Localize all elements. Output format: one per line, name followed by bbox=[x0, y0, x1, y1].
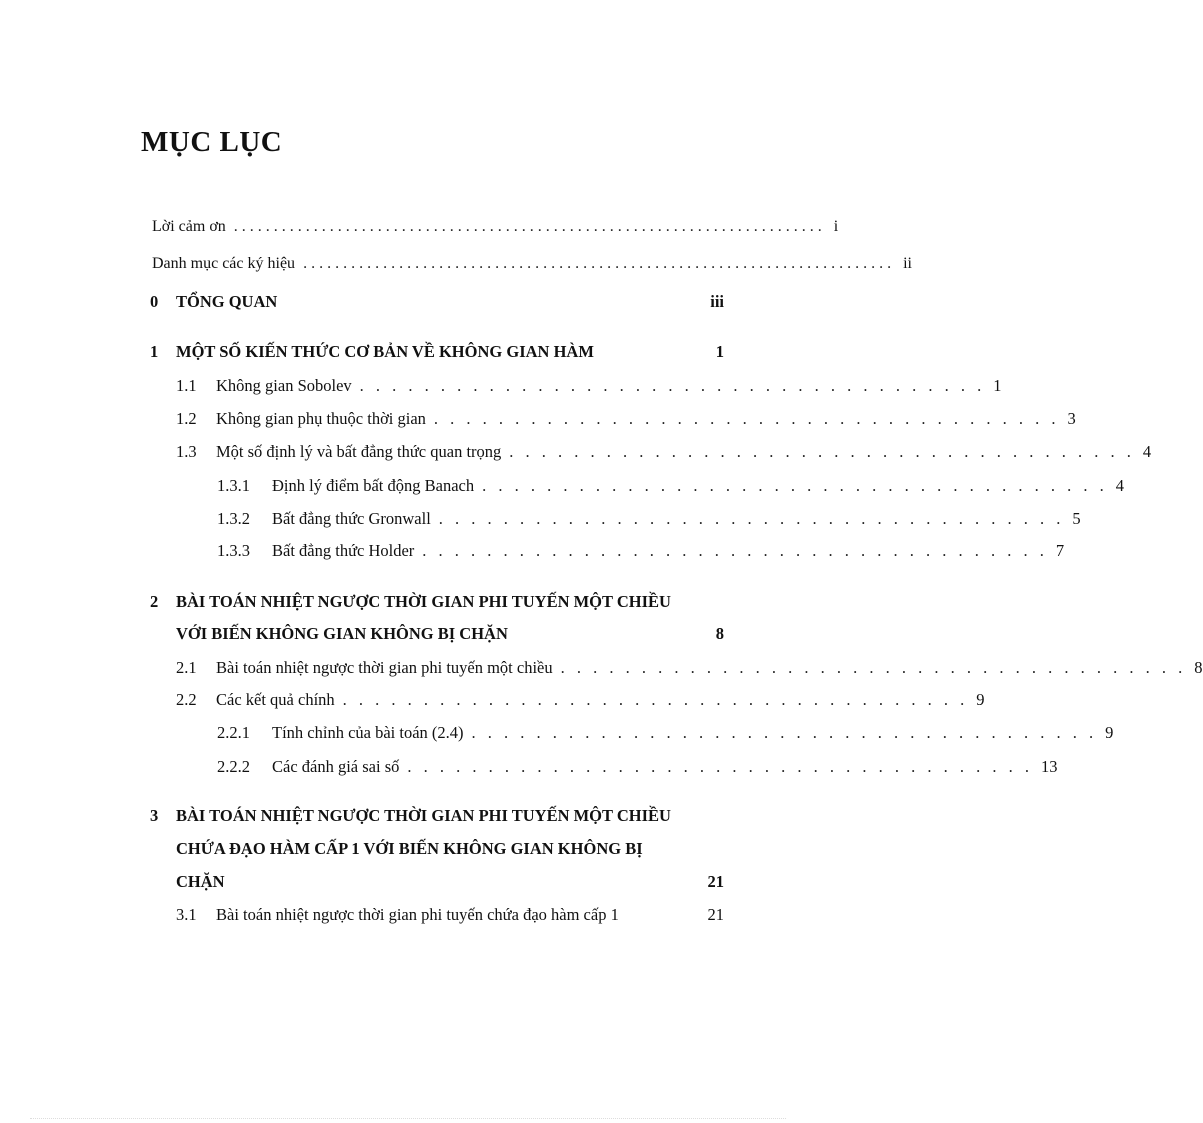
section-page: 9 bbox=[976, 690, 985, 709]
subsection-page: 7 bbox=[1055, 541, 1065, 560]
chapter-page: 8 bbox=[715, 624, 724, 643]
toc-section[interactable] bbox=[176, 376, 1002, 396]
section-number: 3.1 bbox=[176, 905, 197, 924]
subsection-number: 1.3.3 bbox=[217, 541, 250, 560]
subsection-title: Các đánh giá sai số bbox=[272, 757, 400, 776]
toc-subsection[interactable] bbox=[217, 757, 1058, 777]
chapter-page: 1 bbox=[715, 342, 724, 361]
subsection-page: 5 bbox=[1072, 509, 1081, 528]
leader-dots: .......................................................................... bbox=[303, 255, 896, 272]
section-page: 4 bbox=[1142, 442, 1152, 461]
section-title: Một số định lý và bất đẳng thức quan trọng bbox=[216, 442, 502, 461]
subsection-title: Tính chỉnh của bài toán (2.4) bbox=[272, 723, 464, 742]
subsection-title: Bất đẳng thức Holder bbox=[272, 541, 415, 560]
chapter-title-cont: CHẶN bbox=[176, 872, 225, 891]
section-number: 1.2 bbox=[176, 409, 197, 428]
entry-text: Danh mục các ký hiệu bbox=[152, 255, 296, 272]
leader-dots: . . . . . . . . . . . . . . . . . . . . . . . . . . . . . . . . . . . . . . . bbox=[482, 476, 1108, 495]
chapter-number: 2 bbox=[150, 592, 159, 611]
section-page: 8 bbox=[1194, 658, 1203, 677]
toc-section[interactable] bbox=[176, 690, 985, 710]
leader-dots: . . . . . . . . . . . . . . . . . . . . . . . . . . . . . . . . . . . . . . . bbox=[433, 409, 1060, 428]
section-page: 1 bbox=[993, 376, 1002, 395]
section-page: 21 bbox=[707, 905, 724, 924]
toc-chapter-3-line3[interactable] bbox=[176, 872, 724, 892]
section-number: 1.1 bbox=[176, 376, 197, 395]
leader-dots: . . . . . . . . . . . . . . . . . . . . . . . . . . . . . . . . . . . . . . . bbox=[342, 690, 969, 709]
page-edge-dots bbox=[30, 1118, 786, 1119]
section-title: Các kết quả chính bbox=[216, 690, 335, 709]
toc-chapter-2-line1[interactable] bbox=[150, 592, 671, 612]
leader-dots: . . . . . . . . . . . . . . . . . . . . . . . . . . . . . . . . . . . . . . . bbox=[560, 658, 1187, 677]
leader-dots: . . . . . . . . . . . . . . . . . . . . . . . . . . . . . . . . . . . . . . . bbox=[509, 442, 1135, 461]
chapter-number: 1 bbox=[150, 342, 159, 361]
chapter-number: 0 bbox=[150, 292, 159, 311]
subsection-title: Định lý điểm bất động Banach bbox=[272, 476, 475, 495]
toc-chapter-1[interactable] bbox=[150, 342, 724, 362]
page-title: MỤC LỤC bbox=[141, 126, 283, 158]
chapter-title-cont: VỚI BIẾN KHÔNG GIAN KHÔNG BỊ CHẶN bbox=[176, 624, 508, 643]
chapter-title: TỔNG QUAN bbox=[176, 292, 278, 311]
section-title: Bài toán nhiệt ngược thời gian phi tuyến chứa đạo hàm cấp 1 bbox=[216, 905, 619, 924]
subsection-title: Bất đẳng thức Gronwall bbox=[272, 509, 431, 528]
chapter-title: BÀI TOÁN NHIỆT NGƯỢC THỜI GIAN PHI TUYẾN MỘT CHIỀU bbox=[176, 806, 671, 825]
chapter-title: BÀI TOÁN NHIỆT NGƯỢC THỜI GIAN PHI TUYẾN MỘT CHIỀU bbox=[176, 592, 671, 611]
toc-entry-acknowledgements[interactable] bbox=[152, 218, 839, 236]
toc-entry-symbols[interactable] bbox=[152, 255, 912, 273]
toc-chapter-3-line2[interactable] bbox=[176, 839, 643, 859]
section-number: 2.1 bbox=[176, 658, 197, 677]
subsection-page: 4 bbox=[1115, 476, 1124, 495]
section-title: Không gian phụ thuộc thời gian bbox=[216, 409, 426, 428]
toc-chapter-2-line2[interactable] bbox=[176, 624, 724, 644]
toc-section[interactable] bbox=[176, 442, 1152, 462]
toc-chapter-3-line1[interactable] bbox=[150, 806, 671, 826]
entry-text: Lời cảm ơn bbox=[152, 218, 226, 235]
chapter-number: 3 bbox=[150, 806, 159, 825]
toc-section[interactable] bbox=[176, 409, 1076, 429]
leader-dots: . . . . . . . . . . . . . . . . . . . . . . . . . . . . . . . . . . . . . . . bbox=[407, 757, 1034, 776]
toc-subsection[interactable] bbox=[217, 476, 1124, 496]
section-number: 2.2 bbox=[176, 690, 197, 709]
leader-dots: . . . . . . . . . . . . . . . . . . . . . . . . . . . . . . . . . . . . . . . bbox=[471, 723, 1098, 742]
chapter-page: 21 bbox=[707, 872, 724, 891]
toc-section[interactable] bbox=[176, 905, 724, 925]
toc-subsection[interactable] bbox=[217, 723, 1114, 743]
subsection-number: 1.3.2 bbox=[217, 509, 250, 528]
subsection-number: 1.3.1 bbox=[217, 476, 250, 495]
toc-subsection[interactable] bbox=[217, 509, 1081, 529]
subsection-number: 2.2.2 bbox=[217, 757, 250, 776]
leader-dots: . . . . . . . . . . . . . . . . . . . . . . . . . . . . . . . . . . . . . . . bbox=[422, 541, 1048, 560]
entry-page: i bbox=[833, 218, 839, 235]
section-title: Không gian Sobolev bbox=[216, 376, 352, 395]
leader-dots: . . . . . . . . . . . . . . . . . . . . . . . . . . . . . . . . . . . . . . . bbox=[359, 376, 986, 395]
section-number: 1.3 bbox=[176, 442, 197, 461]
chapter-title-cont: CHỨA ĐẠO HÀM CẤP 1 VỚI BIẾN KHÔNG GIAN KHÔNG BỊ bbox=[176, 839, 643, 858]
toc-section[interactable] bbox=[176, 658, 1203, 678]
leader-dots: .......................................................................... bbox=[233, 218, 826, 235]
entry-page: ii bbox=[903, 255, 912, 272]
subsection-page: 9 bbox=[1105, 723, 1114, 742]
subsection-page: 13 bbox=[1041, 757, 1058, 776]
leader-dots: . . . . . . . . . . . . . . . . . . . . . . . . . . . . . . . . . . . . . . . bbox=[438, 509, 1065, 528]
subsection-number: 2.2.1 bbox=[217, 723, 250, 742]
chapter-title: MỘT SỐ KIẾN THỨC CƠ BẢN VỀ KHÔNG GIAN HÀM bbox=[176, 342, 594, 361]
toc-chapter-0[interactable] bbox=[150, 292, 724, 312]
section-title: Bài toán nhiệt ngược thời gian phi tuyến một chiều bbox=[216, 658, 553, 677]
section-page: 3 bbox=[1067, 409, 1076, 428]
toc-subsection[interactable] bbox=[217, 541, 1065, 561]
chapter-page: iii bbox=[710, 292, 724, 311]
